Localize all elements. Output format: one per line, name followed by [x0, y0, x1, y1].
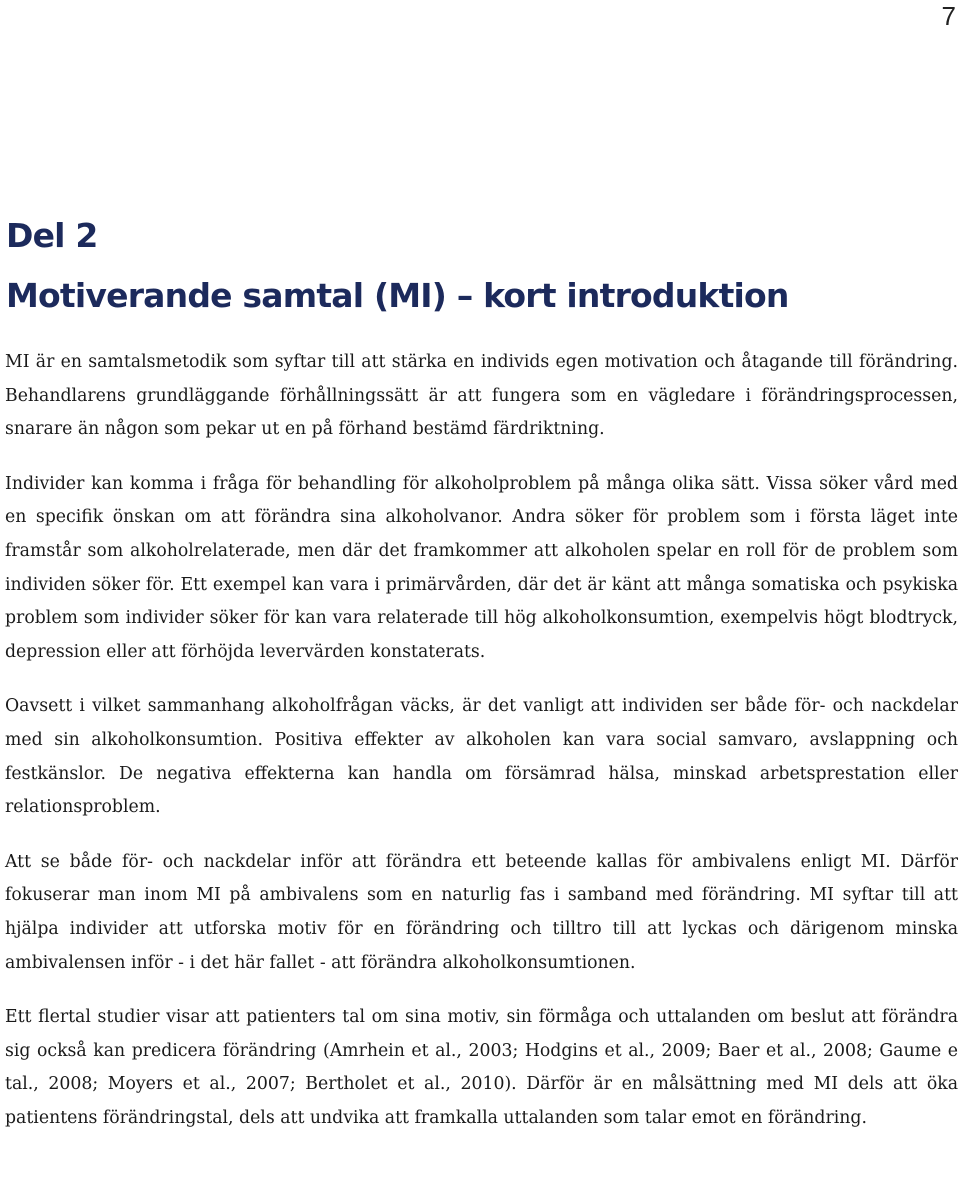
paragraph-pros-cons: Oavsett i vilket sammanhang alkoholfrågan väcks, är det vanligt att individen ser både för- och nackdelar med sin alkoholkonsumtion. Positiva effekter av alkoholen kan vara social samvaro, avslappning och festkänslor. De negativa effekterna kan handla om försämrad hälsa, minskad arbetsprestation eller relationsproblem. [5, 696, 958, 818]
paragraph-ambivalence: Att se både för- och nackdelar inför att förändra ett beteende kallas för ambivalens enligt MI. Därför fokuserar man inom MI på ambivalens som en naturlig fas i samband med förändring. MI syftar till att hjälpa individer att utforska motiv för en förändring och tilltro till att lyckas och därigenom minska ambivalensen inför - i det här fallet - att förändra alkoholkonsumtionen. [5, 851, 958, 973]
body-text [5, 346, 958, 1135]
section-heading-title: Motiverande samtal (MI) – kort introduktion [6, 276, 789, 315]
section-heading [6, 206, 789, 326]
paragraph-treatment-paths: Individer kan komma i fråga för behandling för alkoholproblem på många olika sätt. Vissa söker vård med en specifik önskan om att förändra sina alkoholvanor. Andra söker för problem som i första läget inte framstår som alkoholrelaterade, men där det framkommer att alkoholen spelar en roll för de problem som individen söker för. Ett exempel kan vara i primärvården, där det är känt att många somatiska och psykiska problem som individer söker för kan vara relaterade till hög alkoholkonsumtion, exempelvis högt blodtryck, depression eller att förhöjda levervärden konstaterats. [5, 473, 958, 662]
page-number: 7 [941, 1, 956, 31]
paragraph-intro: MI är en samtalsmetodik som syftar till att stärka en individs egen motivation och åtagande till förändring. Behandlarens grundläggande förhållningssätt är att fungera som en vägledare i förändringsprocessen, snarare än någon som pekar ut en på förhand bestämd färdriktning. [5, 352, 958, 440]
paragraph-change-talk: Ett flertal studier visar att patienters tal om sina motiv, sin förmåga och uttalanden om beslut att förändra sig också kan predicera förändring (Amrhein et al., 2003; Hodgins et al., 2009; Baer et al., 2008; Gaume e tal., 2008; Moyers et al., 2007; Bertholet et al., 2010). Därför är en målsättning med MI dels att öka patientens förändringstal, dels att undvika att framkalla uttalanden som talar emot en förändring. [5, 1007, 958, 1128]
section-heading-part: Del 2 [6, 216, 98, 255]
